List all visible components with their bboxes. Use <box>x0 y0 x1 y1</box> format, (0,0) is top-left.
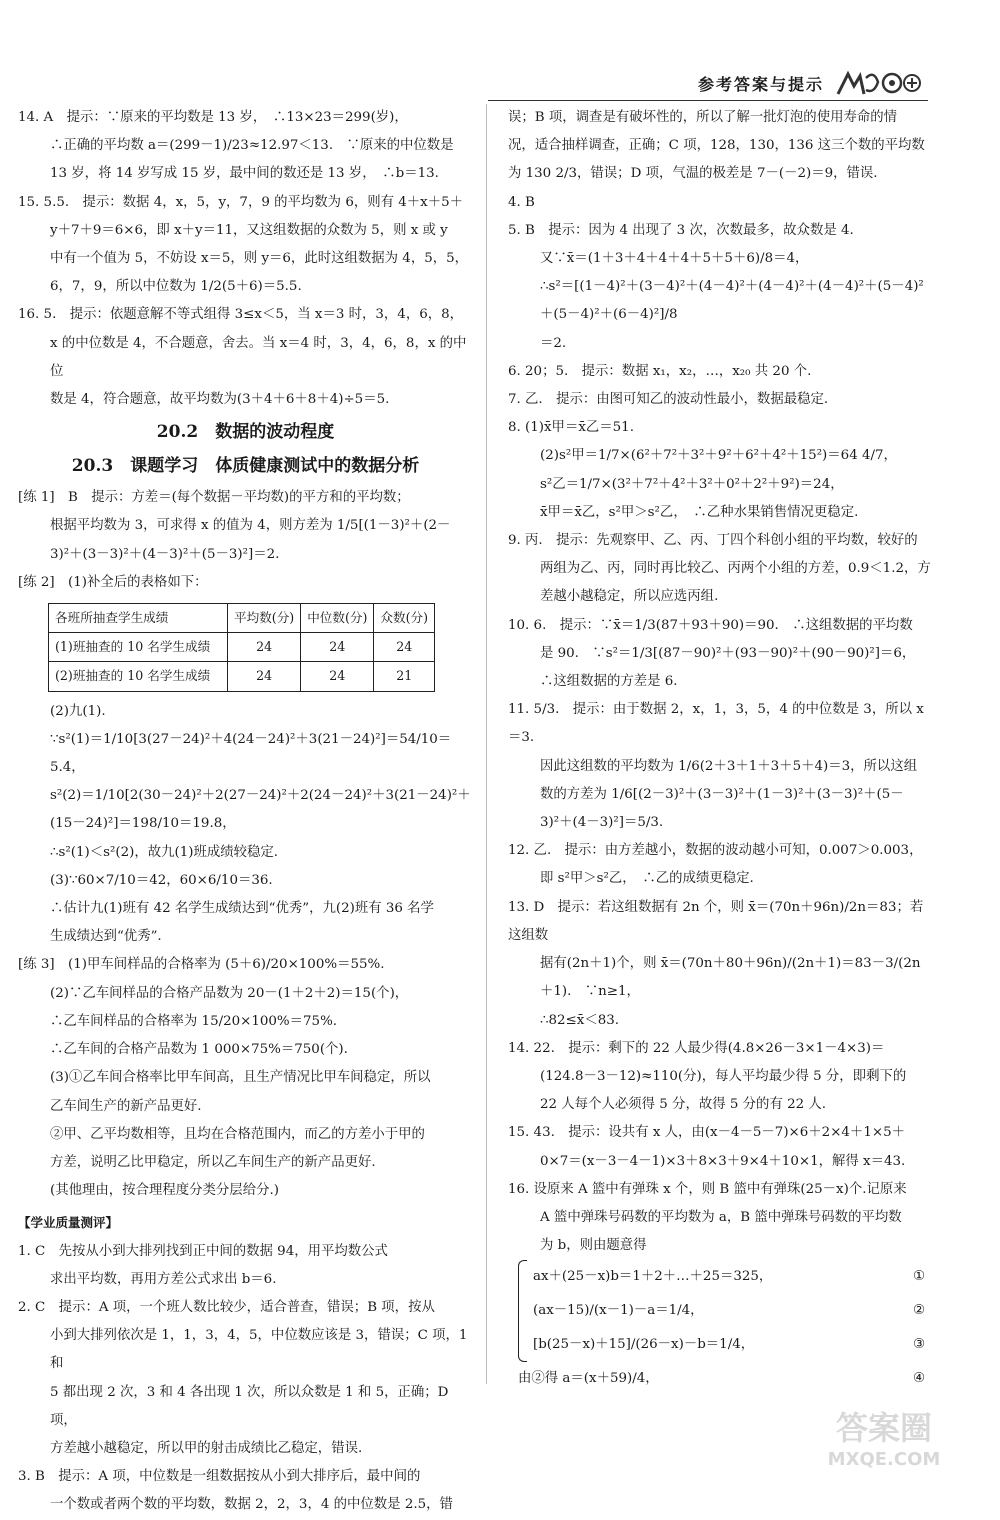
text-line: 根据平均数为 3，可求得 x 的值为 4，则方差为 1/5[(1－3)²＋(2－ <box>50 518 451 534</box>
brand-logo-icon <box>834 68 922 98</box>
last-equation-text: 由②得 a＝(x＋59)/4， <box>518 1371 659 1387</box>
text-line: 况，适合抽样调查，正确；C 项，128，130，136 这三个数的平均数 <box>508 138 925 154</box>
text-line: ∴估计九(1)班有 42 名学生成绩达到“优秀”，九(2)班有 36 名学 <box>50 901 434 917</box>
left-lines-top <box>18 104 473 597</box>
text-line: ∴乙车间样品的合格率为 15/20×100%＝75%. <box>50 1013 338 1029</box>
table-row <box>49 662 435 691</box>
text-line: 因此这组数的平均数为 1/6(2＋3＋1＋3＋5＋4)＝3，所以这组 <box>540 758 918 774</box>
table-cell: (1)班抽查的 10 名学生成绩 <box>49 633 228 662</box>
brace-icon <box>518 1260 527 1362</box>
text-line: 为 130 2/3，错误；D 项，气温的极差是 7－(－2)＝9，错误. <box>508 166 878 182</box>
text-line: 3)²＋(3－3)²＋(4－3)²＋(5－3)²]＝2. <box>50 546 280 562</box>
text-line: (124.8－3－12)≈110(分)，每人平均最少得 5 分，即剩下的 <box>540 1068 907 1084</box>
text-line: ∴s²＝[(1－4)²＋(3－4)²＋(4－4)²＋(4－4)²＋(4－4)²＋(5－4)²＋(5－4)²＋(6－4)²]/8 <box>540 279 924 323</box>
text-line: 中有一个值为 5，不妨设 x＝5，则 y＝6，此时这组数据为 4，5，5， <box>50 251 469 267</box>
right-lines <box>508 104 933 1260</box>
text-line: 8. (1)x̄甲＝x̄乙＝51. <box>508 420 634 436</box>
last-equation <box>518 1362 933 1396</box>
section-title: 20.2 数据的波动程度 <box>156 422 335 443</box>
table-header-cell: 中位数(分) <box>301 604 374 633</box>
equation-row <box>533 1294 933 1328</box>
text-line: 据有(2n＋1)个，则 x̄＝(70n＋80＋96n)/(2n＋1)＝83－3/(2n＋1). ∵n≥1， <box>540 956 921 1000</box>
text-line: ∴正确的平均数 a＝(299－1)/23≈12.97＜13. ∵原来的中位数是 <box>50 138 454 154</box>
text-line: 1. C 先按从小到大排列找到正中间的数据 94，用平均数公式 <box>18 1243 388 1259</box>
text-line: 又∵x̄＝(1＋3＋4＋4＋4＋5＋5＋6)/8＝4， <box>540 251 809 267</box>
text-line: 14. A 提示：∵原来的平均数是 13 岁， ∴13×23＝299(岁)， <box>18 110 408 125</box>
table-row <box>49 633 435 662</box>
text-line: 一个数或者两个数的平均数，数据 2，2，3，4 的中位数是 2.5，错 <box>50 1497 453 1513</box>
column-divider <box>486 104 487 1384</box>
text-line: [练 1] B 提示：方差＝(每个数据－平均数)的平方和的平均数； <box>18 490 410 506</box>
text-line: 0×7＝(x－3－4－1)×3＋8×3＋9×4＋10×1，解得 x＝43. <box>540 1153 906 1169</box>
equation-system <box>518 1260 933 1362</box>
text-line: s²(2)＝1/10[2(30－24)²＋2(27－24)²＋2(24－24)²＋3(21－24)²＋ <box>50 788 471 804</box>
scores-table <box>48 603 435 692</box>
table-header-cell: 各班所抽查学生成绩 <box>49 604 228 633</box>
text-line: x 的中位数是 4，不合题意，舍去。当 x＝4 时，3，4，6，8，x 的中位 <box>50 335 467 379</box>
text-line: (其他理由，按合理程度分类分层给分.) <box>50 1183 279 1199</box>
equation-row <box>533 1260 933 1294</box>
watermark-line1: 答案圈 <box>835 1409 933 1447</box>
table-cell: (2)班抽查的 10 名学生成绩 <box>49 662 228 691</box>
text-line: (15－24)²]＝198/10＝19.8， <box>50 816 236 832</box>
text-line: ∵s²(1)＝1/10[3(27－24)²＋4(24－24)²＋3(21－24)²]＝54/10＝5.4， <box>50 731 452 776</box>
last-equation-tag: ④ <box>912 1371 925 1387</box>
text-line: ＝2. <box>540 335 567 351</box>
text-line: 5. B 提示：因为 4 出现了 3 次，次数最多，故众数是 4. <box>508 222 854 238</box>
text-line: 15. 43. 提示：设共有 x 人，由(x－4－5－7)×6＋2×4＋1×5＋ <box>508 1125 905 1141</box>
equation-row <box>533 1328 933 1362</box>
equation-rows <box>533 1260 933 1362</box>
text-line: 12. 乙. 提示：由方差越小，数据的波动越小可知，0.007＞0.003， <box>508 843 923 859</box>
equation-tag: ③ <box>912 1337 925 1353</box>
equation-text: (ax－15)/(x－1)－a＝1/4， <box>533 1303 704 1319</box>
left-lines-bottom <box>18 698 473 1520</box>
text-line: 为 b，则由题意得 <box>540 1238 647 1254</box>
text-line: (2)九(1). <box>50 703 106 719</box>
section-title: 20.3 课题学习 体质健康测试中的数据分析 <box>71 456 420 477</box>
text-line: 两组为乙、丙，同时再比较乙、丙两个小组的方差，0.9＜1.2，方 <box>540 561 931 577</box>
text-line: 9. 丙. 提示：先观察甲、乙、丙、丁四个科创小组的平均数，较好的 <box>508 533 918 549</box>
watermark <box>794 1403 974 1471</box>
text-line: 22 人每个人必须得 5 分，故得 5 分的有 22 人. <box>540 1097 827 1113</box>
header-rule <box>488 100 928 101</box>
text-line: (3)∵60×7/10＝42，60×6/10＝36. <box>50 872 273 888</box>
text-line: 生成绩达到“优秀”. <box>50 929 162 945</box>
text-line: 即 s²甲＞s²乙， ∴乙的成绩更稳定. <box>540 871 754 887</box>
table-header-row <box>49 604 435 633</box>
text-line: x̄甲＝x̄乙，s²甲＞s²乙， ∴乙种水果销售情况更稳定. <box>540 504 859 520</box>
page-header <box>698 66 922 100</box>
section-heading: 【学业质量测评】 <box>18 1215 119 1231</box>
text-line: 小到大排列依次是 1，1，3，4，5，中位数应该是 3，错误；C 项，1 和 <box>50 1328 472 1372</box>
text-line: 乙车间生产的新产品更好. <box>50 1098 202 1114</box>
text-line: [练 2] (1)补全后的表格如下： <box>18 574 208 590</box>
text-line: 7. 乙. 提示：由图可知乙的波动性最小，数据最稳定. <box>508 392 829 408</box>
text-line: s²乙＝1/7×(3²＋7²＋4²＋3²＋0²＋2²＋9²)＝24， <box>540 476 844 492</box>
table-cell: 24 <box>374 633 435 662</box>
table-cell: 21 <box>374 662 435 691</box>
equation-text: [b(25－x)＋15]/(26－x)－b＝1/4， <box>533 1337 755 1353</box>
table-header-cell: 众数(分) <box>374 604 435 633</box>
text-line: 6. 20；5. 提示：数据 x₁，x₂，…，x₂₀ 共 20 个. <box>508 363 812 379</box>
text-line: 14. 22. 提示：剩下的 22 人最少得(4.8×26－3×1－4×3)＝ <box>508 1040 885 1056</box>
text-line: 差越小越稳定，所以应选丙组. <box>540 589 719 605</box>
text-line: 是 90. ∵s²＝1/3[(87－90)²＋(93－90)²＋(90－90)²]＝6， <box>540 645 916 661</box>
text-line: (3)①乙车间合格率比甲车间高，且生产情况比甲车间稳定，所以 <box>50 1070 431 1086</box>
text-line: 求出平均数，再用方差公式求出 b＝6. <box>50 1271 277 1287</box>
equation-tag: ① <box>912 1269 925 1285</box>
equation-tag: ② <box>912 1303 925 1319</box>
text-line: 5 都出现 2 次，3 和 4 各出现 1 次，所以众数是 1 和 5，正确；D 项， <box>50 1384 453 1428</box>
text-line: (2)s²甲＝1/7×(6²＋7²＋3²＋9²＋6²＋4²＋15²)＝64 4/7， <box>540 448 897 464</box>
text-line: 误；B 项，调查是有破坏性的，所以了解一批灯泡的使用寿命的情 <box>508 110 898 125</box>
text-line: ∴乙车间的合格产品数为 1 000×75%＝750(个). <box>50 1042 348 1058</box>
text-line: 6，7，9，所以中位数为 1/2(5＋6)＝5.5. <box>50 279 302 295</box>
text-line: 方差越小越稳定，所以甲的射击成绩比乙稳定，错误. <box>50 1440 363 1456</box>
text-line: ∴这组数据的方差是 6. <box>540 674 678 690</box>
text-line: 2. C 提示：A 项，一个班人数比较少，适合普查，错误；B 项，按从 <box>18 1299 435 1315</box>
text-line: 10. 6. 提示：∵x̄＝1/3(87＋93＋90)＝90. ∴这组数据的平均数 <box>508 617 913 633</box>
text-line: 3)²＋(4－3)²]＝5/3. <box>540 815 664 831</box>
text-line: A 篮中弹珠号码数的平均数为 a，B 篮中弹珠号码数的平均数 <box>540 1209 902 1225</box>
text-line: 3. B 提示：A 项，中位数是一组数据按从小到大排序后，最中间的 <box>18 1469 421 1485</box>
text-line: 15. 5.5. 提示：数据 4，x，5，y，7，9 的平均数为 6，则有 4＋x＋5＋ <box>18 194 464 210</box>
text-line: [练 3] (1)甲车间样品的合格率为 (5＋6)/20×100%＝55%. <box>18 957 385 973</box>
table-cell: 24 <box>228 633 301 662</box>
table-cell: 24 <box>301 633 374 662</box>
text-line: ∴s²(1)＜s²(2)，故九(1)班成绩较稳定. <box>50 844 279 860</box>
table-cell: 24 <box>301 662 374 691</box>
text-line: 11. 5/3. 提示：由于数据 2，x，1，3，5，4 的中位数是 3，所以 x＝3. <box>508 702 924 746</box>
text-line: 16. 5. 提示：依题意解不等式组得 3≤x＜5，当 x＝3 时，3，4，6，8， <box>18 307 464 323</box>
text-line: 数是 4，符合题意，故平均数为(3＋4＋6＋8＋4)÷5＝5. <box>50 392 390 408</box>
text-line: 13. D 提示：若这组数据有 2n 个，则 x̄＝(70n＋96n)/2n＝83；若这组数 <box>508 899 924 943</box>
equation-text: ax＋(25－x)b＝1＋2＋…＋25＝325， <box>533 1269 773 1285</box>
text-line: 方差，说明乙比甲稳定，所以乙车间生产的新产品更好. <box>50 1154 376 1170</box>
text-line: ∴82≤x̄＜83. <box>540 1012 620 1028</box>
text-line: 16. 设原来 A 篮中有弹珠 x 个，则 B 篮中有弹珠(25－x)个.记原来 <box>508 1181 907 1197</box>
table-cell: 24 <box>228 662 301 691</box>
text-line: 数的方差为 1/6[(2－3)²＋(3－3)²＋(1－3)²＋(3－3)²＋(5－ <box>540 786 904 802</box>
text-line: ②甲、乙平均数相等，且均在合格范围内，而乙的方差小于甲的 <box>50 1126 425 1142</box>
left-column <box>18 104 473 1520</box>
table-body <box>49 633 435 691</box>
text-line: y＋7＋9＝6×6，即 x＋y＝11，又这组数据的众数为 5，则 x 或 y <box>50 222 448 238</box>
table-header-cell: 平均数(分) <box>228 604 301 633</box>
right-column <box>508 104 933 1396</box>
text-line: 4. B <box>508 194 535 210</box>
header-title: 参考答案与提示 <box>697 74 824 94</box>
text-line: (2)∵乙车间样品的合格产品数为 20－(1＋2＋2)＝15(个)， <box>50 985 409 1001</box>
watermark-line2: MXQE.COM <box>827 1449 941 1470</box>
text-line: 13 岁，将 14 岁写成 15 岁，最中间的数还是 13 岁， ∴b＝13. <box>50 166 439 182</box>
